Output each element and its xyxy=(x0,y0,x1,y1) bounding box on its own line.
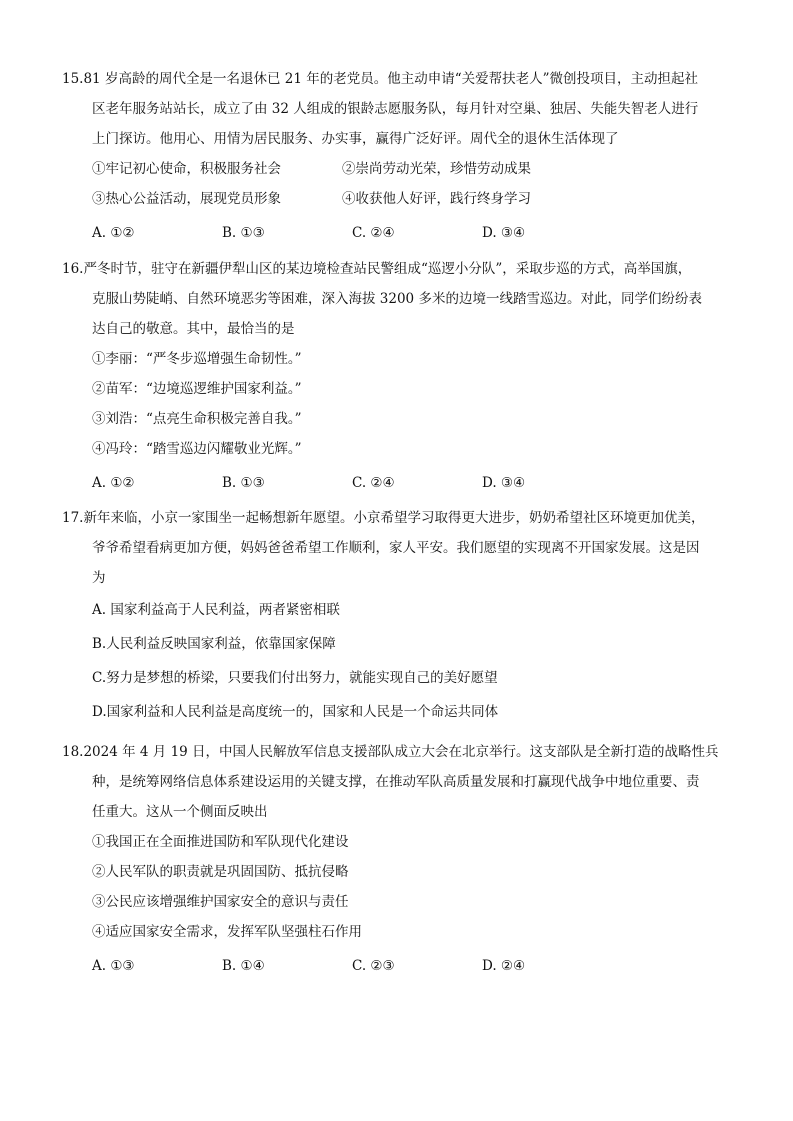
statement: ④适应国家安全需求，发挥军队坚强柱石作用 xyxy=(92,924,362,940)
question-stem-line: 克服山势陡峭、自然环境恶劣等困难，深入海拔 3200 多米的边境一线踏雪巡边。对此，同学们纷纷表 xyxy=(92,291,702,307)
statement: ②崇尚劳动光荣，珍惜劳动成果 xyxy=(342,161,531,177)
question-stem-line: 种，是统筹网络信息体系建设运用的关键支撑，在推动军队高质量发展和打赢现代战争中地位重要、责 xyxy=(92,774,700,790)
question-17 xyxy=(62,503,732,729)
statement: ②苗军：“边境巡逻维护国家利益。” xyxy=(92,381,302,397)
statement: ③公民应该增强维护国家安全的意识与责任 xyxy=(92,894,349,910)
statement: ①牢记初心使命，积极服务社会 xyxy=(92,161,281,177)
question-stem-line: 区老年服务站站长，成立了由 32 人组成的银龄志愿服务队，每月针对空巢、独居、失能失智老人进行 xyxy=(92,101,699,117)
statement: ③刘浩：“点亮生命积极完善自我。” xyxy=(92,411,302,427)
choice-c[interactable]: C. ②④ xyxy=(352,475,395,491)
question-stem-line: 18.2024 年 4 月 19 日，中国人民解放军信息支援部队成立大会在北京举行。这支部队是全新打造的战略性兵 xyxy=(62,744,719,760)
choice-b[interactable]: B. ①④ xyxy=(222,958,265,974)
choice-d[interactable]: D. ②④ xyxy=(482,958,526,974)
statement: ①李丽：“严冬步巡增强生命韧性。” xyxy=(92,351,302,367)
answer-option-b[interactable]: B.人民利益反映国家利益，依靠国家保障 xyxy=(92,636,336,652)
choice-b[interactable]: B. ①③ xyxy=(222,225,265,241)
question-stem-line: 任重大。这从一个侧面反映出 xyxy=(92,804,268,820)
answer-option-d[interactable]: D.国家利益和人民利益是高度统一的，国家和人民是一个命运共同体 xyxy=(92,704,499,720)
question-stem-line: 16.严冬时节，驻守在新疆伊犁山区的某边境检查站民警组成“巡逻小分队”，采取步巡的方式，高举国旗， xyxy=(62,261,692,277)
statement: ④冯玲：“踏雪巡边闪耀敬业光辉。” xyxy=(92,441,302,457)
question-stem-line: 爷爷希望看病更加方便，妈妈爸爸希望工作顺利，家人平安。我们愿望的实现离不开国家发展。这是因 xyxy=(92,540,700,556)
question-stem-line: 15.81 岁高龄的周代全是一名退休已 21 年的老党员。他主动申请“关爱帮扶老人”微创投项目，主动担起社 xyxy=(62,71,699,87)
question-16 xyxy=(62,254,732,498)
answer-option-a[interactable]: A. 国家利益高于人民利益，两者紧密相联 xyxy=(92,602,340,618)
choice-a[interactable]: A. ①② xyxy=(92,475,135,491)
statement-row xyxy=(92,184,732,214)
answer-choices xyxy=(92,951,732,981)
statement: ④收获他人好评，践行终身学习 xyxy=(342,191,531,207)
question-18 xyxy=(62,737,732,981)
statement: ①我国正在全面推进国防和军队现代化建设 xyxy=(92,834,349,850)
answer-option-c[interactable]: C.努力是梦想的桥梁，只要我们付出努力，就能实现自己的美好愿望 xyxy=(92,670,498,686)
choice-a[interactable]: A. ①② xyxy=(92,225,135,241)
answer-choices xyxy=(92,218,732,248)
statement: ③热心公益活动，展现党员形象 xyxy=(92,191,281,207)
question-stem-line: 达自己的敬意。其中，最恰当的是 xyxy=(92,321,295,337)
statement-row xyxy=(92,154,732,184)
choice-c[interactable]: C. ②③ xyxy=(352,958,395,974)
choice-a[interactable]: A. ①③ xyxy=(92,958,135,974)
statement: ②人民军队的职责就是巩固国防、抵抗侵略 xyxy=(92,864,349,880)
question-stem-line: 17.新年来临，小京一家围坐一起畅想新年愿望。小京希望学习取得更大进步，奶奶希望社区环境更加优美， xyxy=(62,510,705,526)
choice-d[interactable]: D. ③④ xyxy=(482,225,526,241)
choice-d[interactable]: D. ③④ xyxy=(482,475,526,491)
answer-choices xyxy=(92,468,732,498)
choice-c[interactable]: C. ②④ xyxy=(352,225,395,241)
question-stem-line: 上门探访。他用心、用情为居民服务、办实事，赢得广泛好评。周代全的退休生活体现了 xyxy=(92,131,619,147)
choice-b[interactable]: B. ①③ xyxy=(222,475,265,491)
question-15 xyxy=(62,64,732,248)
question-stem-line: 为 xyxy=(92,570,106,586)
